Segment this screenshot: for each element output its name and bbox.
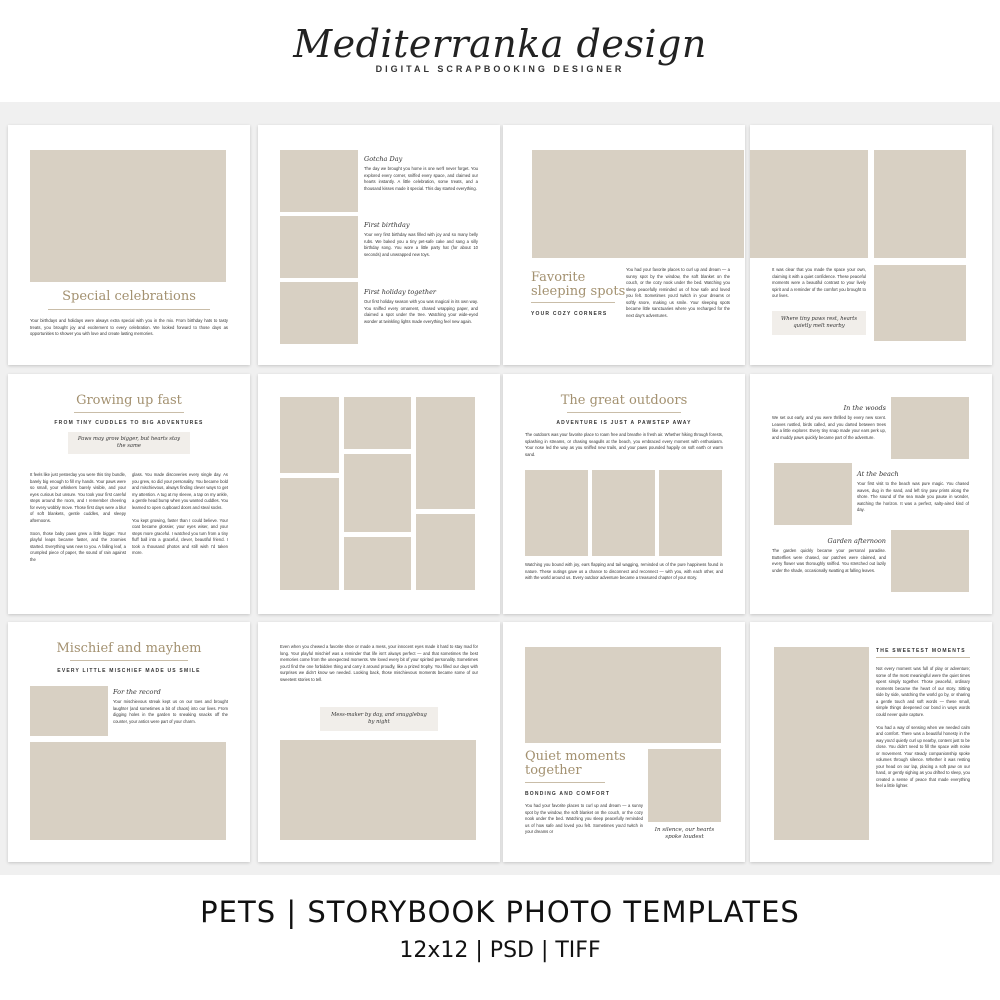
- photo-placeholder: [280, 150, 358, 212]
- page-title-line-1: Favorite: [531, 270, 586, 285]
- photo-placeholder: [280, 216, 358, 278]
- page-title: The great outdoors: [560, 393, 688, 408]
- section-heading: First holiday together: [364, 288, 437, 296]
- body-text-column-1: It feels like just yesterday you were this tiny bundle, barely big enough to fill my hands. Your paws were so small, your whiskers barely visible, and your eyes curious but unsure. You took your first careful steps around the room, and I remember cheering for every wobbly move. Those first days were a blur of soft blankets, gentle cuddles, and sleepy afternoons. Soon, those baby paws grew a little bigger. Your playful leaps became faster, and the zoomies started. Everything was new to you. A falling leaf, a crumpled piece of paper, the sound of rain against the: [30, 472, 126, 562]
- body-text: Even when you chewed a favorite shoe or made a mess, your innocent eyes made it hard to stay mad for long. Your playful mischief was a reminder that life isn't always perfect — and that sometimes the best memories come from the unexpected moments. We loved every bit of your spirited personality. Sometimes you'd find the one forbidden thing and carry it around proudly, like a prized trophy. You filled our days with surprises we didn't know we needed. Looking back, those mischievous moments became some of our sweetest stories to tell.: [280, 644, 478, 682]
- photo-placeholder: [30, 150, 226, 282]
- photo-placeholder: [891, 397, 969, 459]
- photo-placeholder: [344, 397, 411, 449]
- template-page-special-celebrations: [8, 125, 250, 365]
- photo-placeholder: [280, 282, 358, 344]
- page-title-line-1: Quiet moments: [525, 749, 626, 764]
- body-text: Not every moment was full of play or adventure; some of the most meaningful were the quiet times spent simply together. Those peaceful, ordinary moments became the heart of our story. Sitting side by side, watching the world go by, or sharing a gentle touch and soft words — these small, simple things deepened our bond in ways words could never quite capture. You had a way of sensing when we needed calm and comfort. There was a beautiful honesty in the way you'd quietly curl up nearby, content just to be close. You didn't need to fill the space with noise or movement. Your steady companionship spoke volumes through silence. Whether it was resting your head on our lap, placing a soft paw on our hand, or gently sighing as you drifted to sleep, you created a sense of peace that made everything feel a little lighter.: [876, 666, 970, 788]
- template-page-mischief: [8, 622, 250, 862]
- photo-placeholder: [774, 647, 869, 840]
- page-subtitle: EVERY LITTLE MISCHIEF MADE US SMILE: [57, 668, 201, 674]
- product-title: PETS | STORYBOOK PHOTO TEMPLATES: [200, 895, 800, 929]
- template-page-sweetest-moments: [750, 622, 992, 862]
- photo-placeholder: [416, 514, 475, 590]
- page-title-line-2: together: [525, 763, 582, 778]
- quote-box: Paws may grow bigger, but hearts stay the same: [68, 432, 190, 454]
- body-text: It was clear that you made the space your own, claiming it with a quiet confidence. These peaceful moments were a beautiful contrast to your lively spirit and a reminder of the comfort you brought to our lives.: [772, 267, 866, 298]
- section-heading: For the record: [113, 688, 161, 696]
- photo-placeholder: [659, 470, 722, 556]
- title-rule: [531, 302, 615, 303]
- template-page-sleeping-spots: [503, 125, 745, 365]
- section-text: The day we brought you home is one we'll never forget. You explored every corner, sniffed every space, and claimed our hearts instantly. A little celebration, some treats, and a thousand kisses made it special. This day started everything.: [364, 166, 478, 191]
- template-page-sleeping-spots-2: [750, 125, 992, 365]
- header: [0, 0, 1000, 100]
- title-rule: [48, 309, 210, 310]
- title-rule: [74, 412, 184, 413]
- quote-text: In silence, our hearts spoke loudest: [654, 827, 715, 841]
- photo-placeholder: [874, 150, 966, 258]
- body-text: Your birthdays and holidays were always extra special with you in the mix. From birthday hats to tasty treats, you brought joy and excitement to every celebration. We looked forward to those days as opportunities to shower you with love and create lasting memories.: [30, 318, 228, 336]
- section-text: We set out early, and you were thrilled by every new scent. Leaves rustled, birds called, and you darted between trees like a little explorer. Every tiny snap made your ears perk up, and muddy paws quickly became part of the adventure.: [772, 415, 886, 440]
- template-page-milestones: [258, 125, 500, 365]
- page-subtitle: YOUR COZY CORNERS: [531, 311, 608, 317]
- photo-placeholder: [416, 397, 475, 509]
- photo-placeholder: [280, 740, 476, 840]
- body-text: You had your favorite places to curl up and dream — a sunny spot by the window, the soft blanket on the couch, or the cozy nook under the bed. Watching you sleep peacefully reminded us of how safe and loved you felt. Sometimes you'd twitch in your dreams or: [525, 803, 643, 834]
- photo-placeholder: [30, 686, 108, 736]
- section-heading: First birthday: [364, 221, 410, 229]
- template-page-outdoor-places: [750, 374, 992, 614]
- template-page-photo-grid: [258, 374, 500, 614]
- section-text: Our first holiday season with you was magical in its own way. You sniffed every ornament, chased wrapping paper, and claimed a spot under the tree. Watching your wide-eyed wonder at twinkling lights made everything feel new again.: [364, 299, 478, 324]
- photo-placeholder: [30, 742, 226, 840]
- title-rule: [525, 782, 605, 783]
- photo-placeholder: [774, 463, 852, 525]
- section-heading: In the woods: [843, 404, 886, 412]
- page-subtitle: FROM TINY CUDDLES TO BIG ADVENTURES: [54, 420, 204, 426]
- photo-placeholder: [344, 537, 411, 590]
- product-formats: 12x12 | PSD | TIFF: [399, 938, 601, 963]
- brand-tagline: DIGITAL SCRAPBOOKING DESIGNER: [375, 64, 625, 74]
- page-title: Mischief and mayhem: [56, 641, 202, 656]
- body-text: The outdoors was your favorite place to roam free and breathe in fresh air. Whether hiking through forests, splashing in streams, or chasing seagulls at the beach, you embraced every moment with enthusiasm. Your nose led the way as you sniffed new trails, and your paws pounded happily on soft earth or warm sand.: [525, 432, 723, 457]
- body-text-column-2: glass. You made discoveries every single day. As you grew, so did your personality. You became bold and mischievous, always finding clever ways to get my attention. A tug at my sleeve, a tap on my ankle, a gentle head bump when you wanted cuddles. You learned to open cupboard doors and steal socks. You kept growing, faster than I could believe. Your coat became glossier, your eyes wiser, and your steps more graceful. I watched you turn from a tiny fluff ball into a graceful, clever, beautiful friend. I took a thousand photos and still wish I'd taken more.: [132, 472, 228, 555]
- section-heading: At the beach: [857, 470, 899, 478]
- section-text: Your first visit to the beach was pure magic. You chased waves, dug in the sand, and left tiny paw prints along the shore. The sound of the sea made you pause in wonder, watching the horizon. It was a perfect, salty-aired kind of day.: [857, 481, 969, 512]
- template-board: [0, 102, 1000, 875]
- photo-placeholder: [648, 749, 721, 822]
- photo-placeholder: [344, 454, 411, 532]
- title-rule: [567, 412, 681, 413]
- brand-logo: Mediterranka design: [293, 22, 707, 66]
- page-subtitle: BONDING AND COMFORT: [525, 791, 611, 797]
- photo-placeholder: [532, 150, 744, 258]
- photo-placeholder: [750, 150, 868, 258]
- photo-placeholder: [592, 470, 655, 556]
- page-subtitle: ADVENTURE IS JUST A PAWSTEP AWAY: [556, 420, 692, 426]
- title-rule: [70, 660, 188, 661]
- page-title: Special celebrations: [62, 289, 196, 304]
- body-text: Watching you bound with joy, ears flapping and tail wagging, reminded us of the pure happiness found in nature. These outings gave us a chance to disconnect and reconnect — with you, with each other, and with the world around us. Every outdoor adventure became a treasured chapter of your story.: [525, 562, 723, 580]
- quote-box: Mess-maker by day, and snugglebug by night: [320, 707, 438, 731]
- photo-placeholder: [525, 470, 588, 556]
- template-page-growing-up: [8, 374, 250, 614]
- template-page-great-outdoors: [503, 374, 745, 614]
- page-title-line-2: sleeping spots: [531, 284, 626, 299]
- page-title: Growing up fast: [76, 393, 182, 408]
- page-subtitle: THE SWEETEST MOMENTS: [876, 648, 966, 654]
- body-text: You had your favorite places to curl up and dream — a sunny spot by the window, the soft blanket on the couch, or the cozy nook under the bed. Watching you sleep peacefully reminded us of how safe and loved you felt. Sometimes you'd twitch in your dreams or softly snore, making us smile. Your sleeping spots became little sanctuaries where you recharged for the next day's adventures.: [626, 267, 730, 318]
- section-text: The garden quickly became your personal paradise. Butterflies were chased, our patches were claimed, and every flower was thoroughly sniffed. You stretched out lazily under the shade, occasionally swatting at falling leaves.: [772, 548, 886, 573]
- section-text: Your very first birthday was filled with joy and so many belly rubs. We baked you a tiny pet-safe cake and sang a silly birthday song. You wore a little party hat (for about 10 seconds) and unwrapped new toys.: [364, 232, 478, 257]
- body-text: Your mischievous streak kept us on our toes and brought laughter (and sometimes a bit of chaos) into our lives. From digging holes in the garden to sneaking snacks off the counter, your antics were part of your charm.: [113, 699, 228, 724]
- title-rule: [876, 657, 970, 658]
- quote-box: Where tiny paws rest, hearts quietly melt nearby: [772, 311, 866, 335]
- photo-placeholder: [280, 478, 339, 590]
- photo-placeholder: [891, 530, 969, 592]
- template-page-quiet-moments: [503, 622, 745, 862]
- photo-placeholder: [525, 647, 721, 743]
- photo-placeholder: [280, 397, 339, 473]
- template-page-mischief-2: [258, 622, 500, 862]
- section-heading: Gotcha Day: [364, 155, 403, 163]
- section-heading: Garden afternoon: [827, 537, 886, 545]
- photo-placeholder: [874, 265, 966, 341]
